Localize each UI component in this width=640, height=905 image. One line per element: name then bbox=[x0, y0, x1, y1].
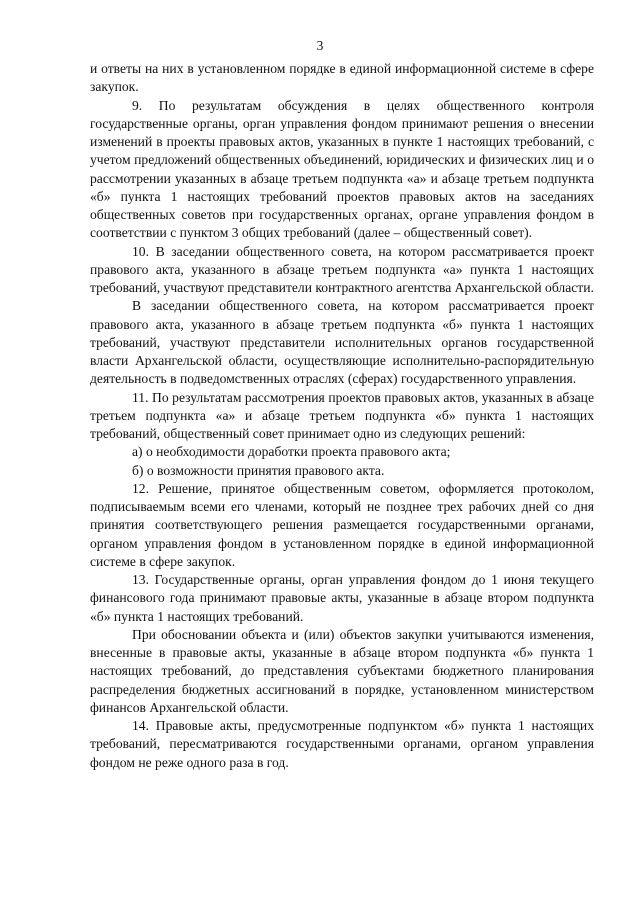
paragraph-item-11-option-b: б) о возможности принятия правового акта. bbox=[132, 462, 385, 478]
paragraph-continuation: и ответы на них в установленном порядке в единой информационной системе в сфере закупок. bbox=[90, 61, 594, 95]
paragraph-item-13-part-2: При обосновании объекта и (или) объектов закупки учитываются изменения, внесенные в правовые акты, указанные в абзаце втором подпункта «б» пункта 1 настоящих требований, до представления субъектами бюджетного планирования распределения бюджетных ассигнований в порядке, установленном министерством финансов Архангельской области. bbox=[90, 626, 594, 715]
paragraph-item-11: 11. По результатам рассмотрения проектов правовых актов, указанных в абзаце третьем подпункта «а» и абзаце третьем подпункта «б» пункта 1 настоящих требований, общественный совет принимает одно из следующих решений: bbox=[90, 389, 594, 441]
paragraph-item-10-part-2: В заседании общественного совета, на котором рассматривается проект правового акта, указанного в абзаце третьем подпункта «б» пункта 1 настоящих требований, участвуют представители исполнительных органов государственной власти Архангельской области, осуществляющие исполнительно-распорядительную деятельность в подведомственных отраслях (сферах) государственного управления. bbox=[90, 298, 594, 387]
paragraph-item-12: 12. Решение, принятое общественным советом, оформляется протоколом, подписываемым всеми его членами, который не позднее трех рабочих дней со дня принятия соответствующего решения размещается государственными органами, органом управления фондом в установленном порядке в единой информационной системе в сфере закупок. bbox=[90, 480, 594, 569]
paragraph-item-14: 14. Правовые акты, предусмотренные подпунктом «б» пункта 1 настоящих требований, пересматриваются государственными органами, органом управления фондом не реже одного раза в год. bbox=[90, 718, 594, 770]
document-body bbox=[90, 60, 594, 772]
page-number: 3 bbox=[316, 38, 324, 53]
paragraph-item-13: 13. Государственные органы, орган управления фондом до 1 июня текущего финансового года принимают правовые акты, указанные в абзаце втором подпункта «б» пункта 1 настоящих требований. bbox=[90, 572, 594, 624]
paragraph-item-11-option-a: а) о необходимости доработки проекта правового акта; bbox=[132, 444, 451, 460]
paragraph-item-9: 9. По результатам обсуждения в целях общественного контроля государственные органы, орган управления фондом принимают решения о внесении изменений в проекты правовых актов, указанных в пункте 1 настоящих требований, с учетом предложений общественных объединений, юридических и физических лиц и о рассмотрении указанных в абзаце третьем подпункта «а» и абзаце третьем подпункта «б» пункта 1 настоящих требований проектов правовых актов на заседаниях общественных советов при государственных органах, органе управления фондом в соответствии с пунктом 3 общих требований (далее – общественный совет). bbox=[90, 97, 594, 241]
paragraph-item-10: 10. В заседании общественного совета, на котором рассматривается проект правового акта, указанного в абзаце третьем подпункта «а» пункта 1 настоящих требований, участвуют представители контрактного агентства Архангельской области. bbox=[90, 243, 594, 295]
